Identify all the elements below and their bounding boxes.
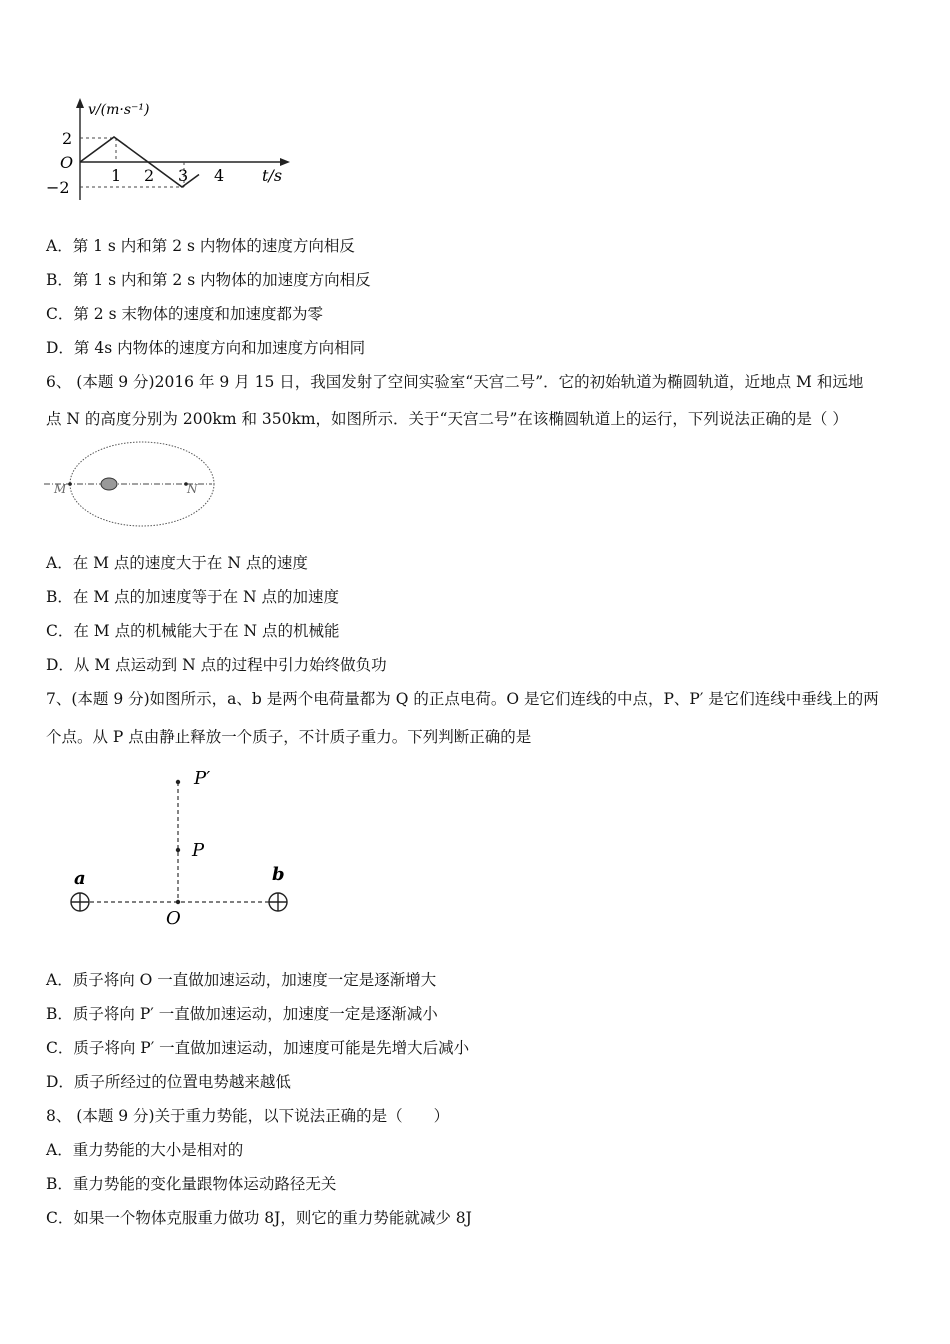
x-tick-1: 1 <box>111 166 122 185</box>
x-tick-4: 4 <box>214 166 225 185</box>
label-p-prime: P′ <box>194 768 211 789</box>
q8-stem: 8、 (本题 9 分)关于重力势能，以下说法正确的是（ ） <box>46 1107 450 1125</box>
vt-graph <box>44 96 304 216</box>
label-b: b <box>272 864 285 885</box>
label-m: M <box>54 482 67 496</box>
q6-option-a: A．在 M 点的速度大于在 N 点的速度 <box>46 554 308 572</box>
q7-stem-line1: 7、(本题 9 分)如图所示，a、b 是两个电荷量都为 Q 的正点电荷。O 是它们连线的中点，P、P′ 是它们连线中垂线上的两 <box>46 690 879 708</box>
charge-a-icon <box>71 893 89 911</box>
q8-option-c: C．如果一个物体克服重力做功 8J，则它的重力势能就减少 8J <box>46 1209 472 1227</box>
origin-label: O <box>60 153 74 172</box>
q5-option-a: A．第 1 s 内和第 2 s 内物体的速度方向相反 <box>46 237 355 255</box>
y-tick-neg2: −2 <box>46 178 70 197</box>
q8-option-b: B．重力势能的变化量跟物体运动路径无关 <box>46 1175 337 1193</box>
q6-option-b: B．在 M 点的加速度等于在 N 点的加速度 <box>46 588 340 606</box>
y-tick-2: 2 <box>62 129 73 148</box>
charges-figure <box>66 762 306 932</box>
q6-stem-line2: 点 N 的高度分别为 200km 和 350km，如图所示．关于“天宫二号”在该椭圆轨道上的运行，下列说法正确的是（ ） <box>46 410 848 428</box>
q6-stem-line1: 6、 (本题 9 分)2016 年 9 月 15 日，我国发射了空间实验室“天宫二号”．它的初始轨道为椭圆轨道，近地点 M 和远地 <box>46 373 864 391</box>
q7-option-a: A．质子将向 O 一直做加速运动，加速度一定是逐渐增大 <box>46 971 437 989</box>
y-axis-arrow <box>76 98 84 108</box>
q6-option-c: C．在 M 点的机械能大于在 N 点的机械能 <box>46 622 340 640</box>
q8-option-a: A．重力势能的大小是相对的 <box>46 1141 244 1159</box>
q5-option-b: B．第 1 s 内和第 2 s 内物体的加速度方向相反 <box>46 271 371 289</box>
q5-option-c: C．第 2 s 末物体的速度和加速度都为零 <box>46 305 323 323</box>
orbit-figure <box>44 440 224 532</box>
q5-option-d: D．第 4s 内物体的速度方向和加速度方向相同 <box>46 339 366 357</box>
charge-b-icon <box>269 893 287 911</box>
x-tick-3: 3 <box>178 166 189 185</box>
q7-stem-line2: 个点。从 P 点由静止释放一个质子，不计质子重力。下列判断正确的是 <box>46 728 532 746</box>
point-p-prime <box>176 780 180 784</box>
label-a: a <box>74 868 86 889</box>
label-n: N <box>187 482 198 496</box>
label-o: O <box>166 908 181 929</box>
point-p <box>176 848 180 852</box>
q7-option-c: C．质子将向 P′ 一直做加速运动，加速度可能是先增大后减小 <box>46 1039 470 1057</box>
y-axis-label: v/(m·s⁻¹) <box>88 102 150 118</box>
label-p: P <box>192 840 205 861</box>
earth <box>101 478 117 490</box>
q6-option-d: D．从 M 点运动到 N 点的过程中引力始终做负功 <box>46 656 387 674</box>
point-m <box>68 482 72 486</box>
x-axis-label: t/s <box>262 166 283 185</box>
point-o <box>176 900 180 904</box>
x-axis-arrow <box>280 158 290 166</box>
x-tick-2: 2 <box>144 166 155 185</box>
q7-option-b: B．质子将向 P′ 一直做加速运动，加速度一定是逐渐减小 <box>46 1005 438 1023</box>
q7-option-d: D．质子所经过的位置电势越来越低 <box>46 1073 291 1091</box>
